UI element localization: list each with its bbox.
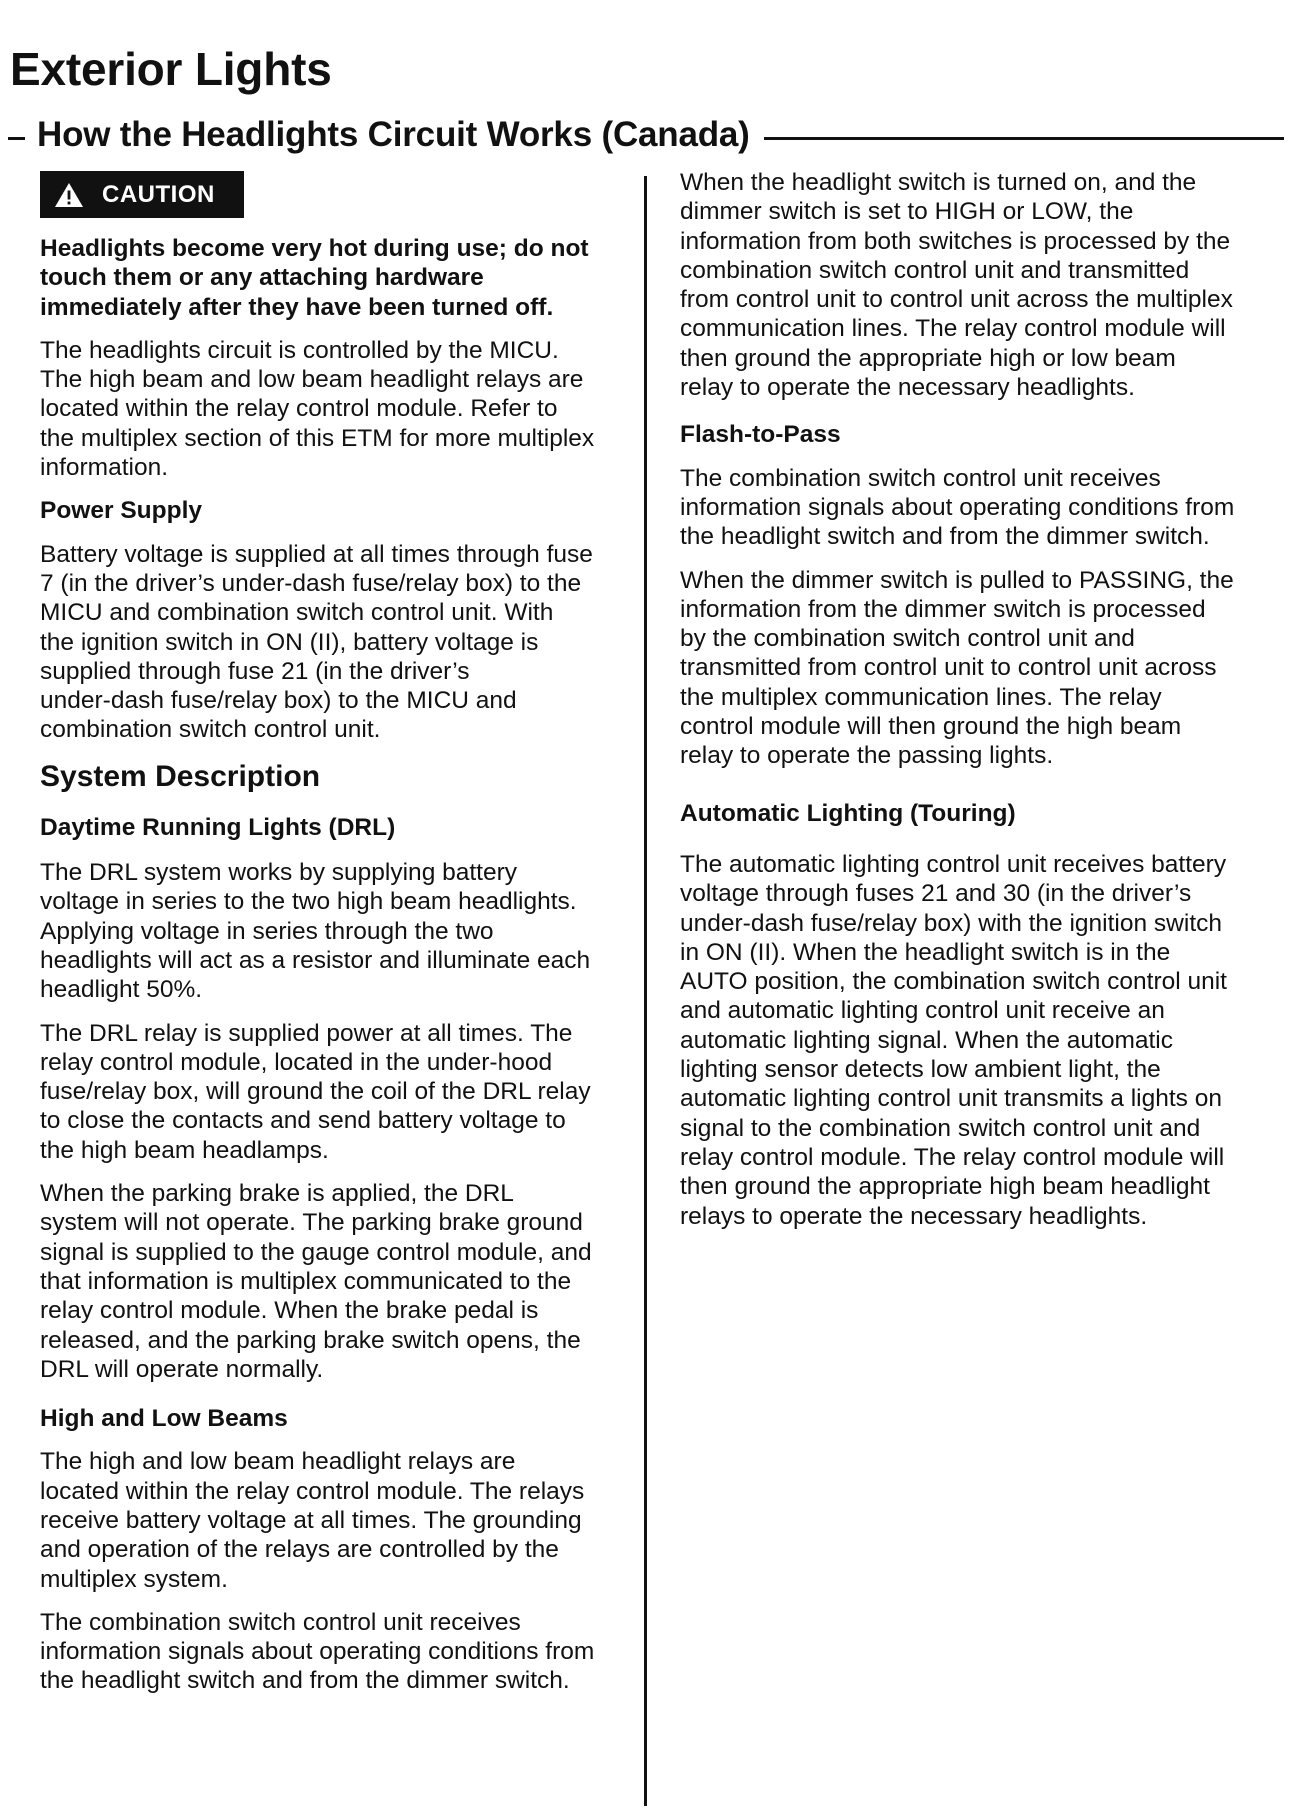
drl-paragraph-1: The DRL system works by supplying battery voltage in series to the two high beam headlights. Applying voltage in series through the two headlights will act as a resistor and illuminate each headlight 50%. bbox=[40, 859, 591, 1004]
high-low-paragraph-2: The combination switch control unit receives information signals about operating conditions from the headlight switch and from the dimmer switch. bbox=[40, 1608, 595, 1695]
caution-label: CAUTION bbox=[102, 180, 215, 208]
flash-paragraph-1: The combination switch control unit receives information signals about operating conditions from the headlight switch and from the dimmer switch. bbox=[680, 464, 1235, 551]
headlight-switch-paragraph: When the headlight switch is turned on, and the dimmer switch is set to HIGH or LOW, the information from both switches is processed by the combination switch control unit and transmitted from control unit to control unit across the multiplex communication lines. The relay control module will then ground the appropriate high or low beam relay to operate the necessary headlights. bbox=[680, 169, 1233, 402]
column-divider bbox=[644, 176, 647, 1806]
left-column bbox=[40, 171, 630, 1710]
section-header bbox=[8, 112, 1284, 158]
right-column bbox=[680, 168, 1280, 1245]
high-low-beams-heading: High and Low Beams bbox=[40, 1405, 288, 1433]
intro-paragraph: The headlights circuit is controlled by the MICU. The high beam and low beam headlight relays are located within the relay control module. Refer to the multiplex section of this ETM for more multiplex information. bbox=[40, 336, 595, 482]
automatic-lighting-heading: Automatic Lighting (Touring) bbox=[680, 799, 1016, 827]
drl-paragraph-3: When the parking brake is applied, the DRL system will not operate. The parking brake ground signal is supplied to the gauge control module, and that information is multiplex communicated to the relay control module. When the brake pedal is released, and the parking brake switch opens, the DRL will operate normally. bbox=[40, 1180, 592, 1383]
section-subtitle: How the Headlights Circuit Works (Canada) bbox=[37, 115, 750, 154]
high-low-paragraph-1: The high and low beam headlight relays are located within the relay control module. The relays receive battery voltage at all times. The grounding and operation of the relays are controlled by the multiplex system. bbox=[40, 1448, 585, 1593]
automatic-lighting-paragraph: The automatic lighting control unit receives battery voltage through fuses 21 and 30 (in the driver’s under-dash fuse/relay box) with the ignition switch in ON (II). When the headlight switch is in the AUTO position, the combination switch control unit and automatic lighting control unit receive an automatic lighting signal. When the automatic lighting sensor detects low ambient light, the automatic lighting control unit transmits a lights on signal to the combination switch control unit and relay control module. The relay control module will then ground the appropriate high beam headlight relays to operate the necessary headlights. bbox=[680, 850, 1227, 1230]
flash-paragraph-2: When the dimmer switch is pulled to PASSING, the information from the dimmer switch is processed by the combination switch control unit and transmitted from control unit to control unit across the multiplex communication lines. The relay control module will then ground the high beam relay to operate the passing lights. bbox=[680, 566, 1234, 770]
power-supply-heading: Power Supply bbox=[40, 497, 203, 525]
caution-badge bbox=[40, 171, 244, 218]
warning-icon bbox=[54, 182, 84, 208]
caution-text: Headlights become very hot during use; do not touch them or any attaching hardware immediately after they have been turned off. bbox=[40, 235, 589, 321]
title-rule bbox=[764, 137, 1284, 140]
drl-heading: Daytime Running Lights (DRL) bbox=[40, 813, 396, 841]
title-dash bbox=[8, 137, 25, 140]
drl-paragraph-2: The DRL relay is supplied power at all times. The relay control module, located in the under-hood fuse/relay box, will ground the coil of the DRL relay to close the contacts and send battery voltage to the high beam headlamps. bbox=[40, 1019, 591, 1164]
page-title: Exterior Lights bbox=[10, 43, 332, 95]
power-supply-paragraph: Battery voltage is supplied at all times through fuse 7 (in the driver’s under-dash fuse/relay box) to the MICU and combination switch control unit. With the ignition switch in ON (II), battery voltage is supplied through fuse 21 (in the driver’s under-dash fuse/relay box) to the MICU and combination switch control unit. bbox=[40, 540, 593, 744]
flash-to-pass-heading: Flash-to-Pass bbox=[680, 421, 841, 449]
system-description-heading: System Description bbox=[40, 759, 321, 793]
